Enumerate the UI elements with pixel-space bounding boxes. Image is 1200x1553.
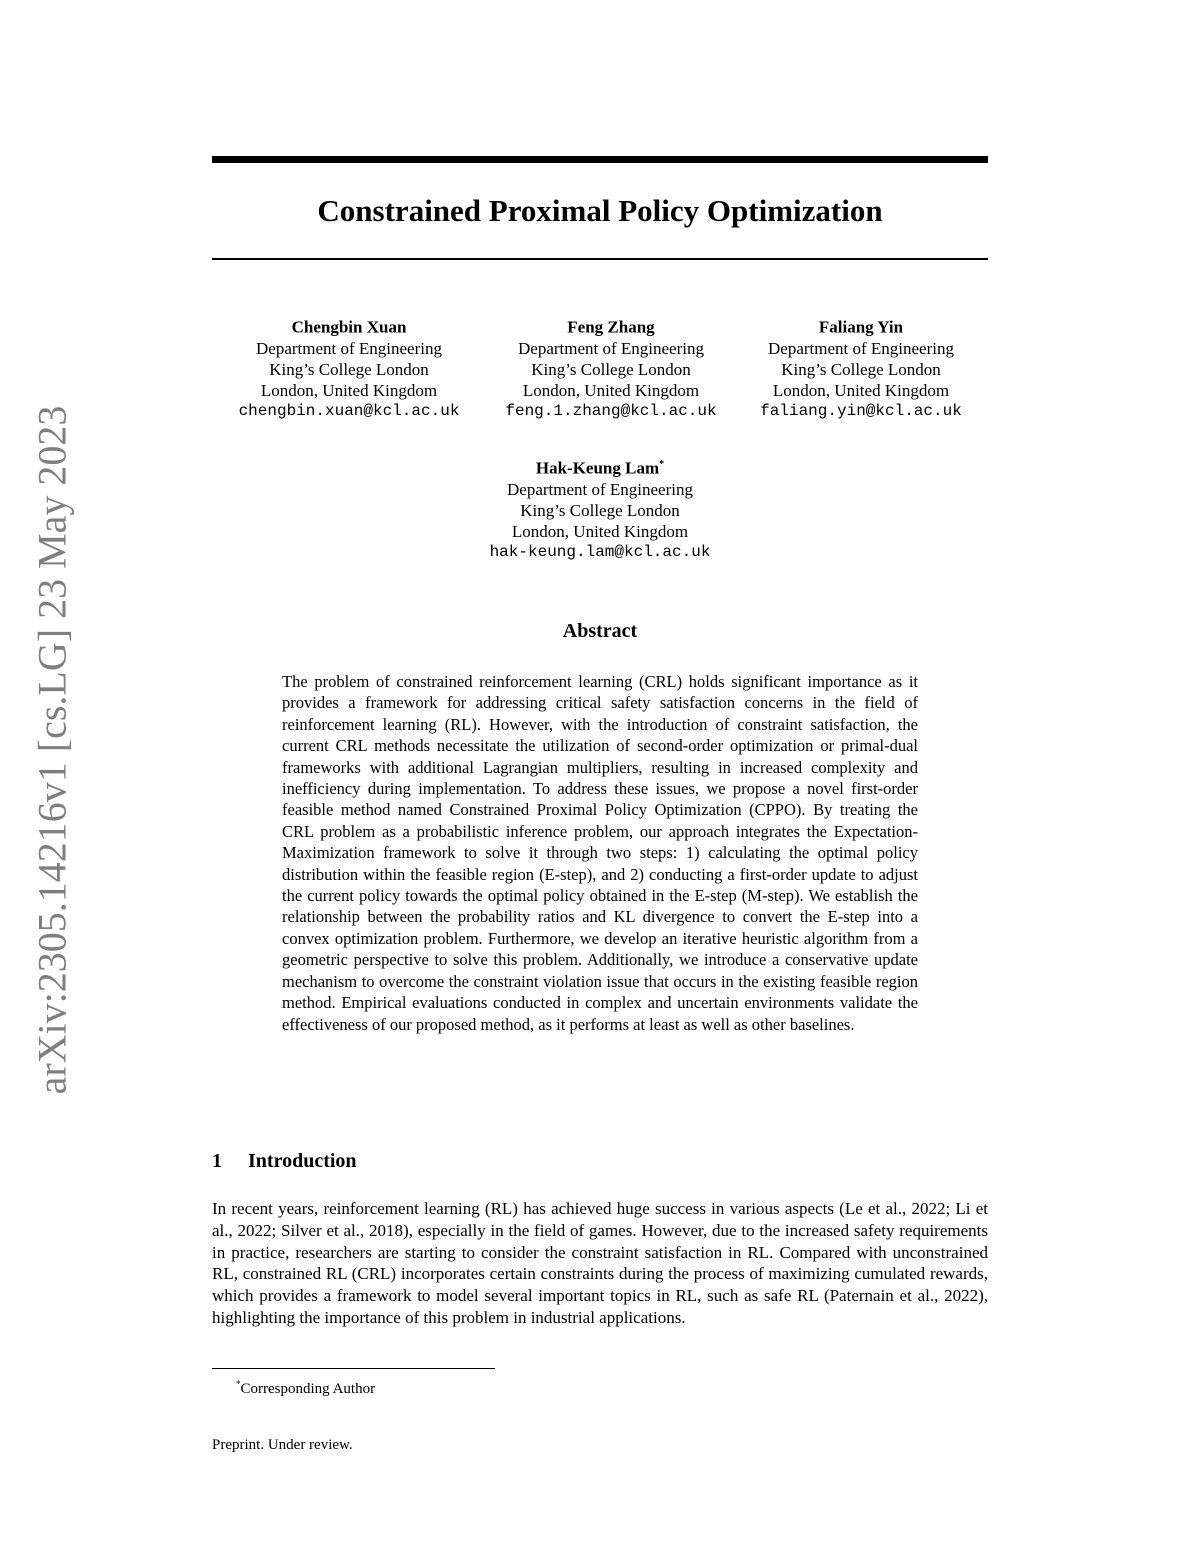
section-title: Introduction — [248, 1150, 357, 1172]
author-location: London, United Kingdom — [511, 521, 689, 541]
footnote-marker: * — [659, 459, 665, 470]
footnote-rule — [212, 1368, 495, 1369]
author-institution: King’s College London — [781, 359, 941, 379]
author-institution: King’s College London — [269, 359, 429, 379]
author-name: Chengbin Xuan — [291, 317, 407, 337]
section-number: 1 — [212, 1150, 222, 1172]
author-location: London, United Kingdom — [260, 380, 438, 400]
author-email: chengbin.xuan@kcl.ac.uk — [238, 401, 460, 420]
author-institution: King’s College London — [520, 500, 680, 520]
author-name: Hak-Keung Lam* — [535, 458, 665, 478]
paper-title: Constrained Proximal Policy Optimization — [317, 193, 883, 228]
author-block — [731, 313, 991, 422]
author-block — [219, 313, 479, 422]
author-location: London, United Kingdom — [772, 380, 950, 400]
author-block — [481, 313, 741, 422]
title-bottom-rule — [212, 258, 988, 260]
footnote — [236, 1374, 375, 1399]
author-email: hak-keung.lam@kcl.ac.uk — [489, 542, 711, 561]
author-name: Faliang Yin — [818, 317, 904, 337]
author-block — [470, 454, 730, 563]
arxiv-identifier: arXiv:2305.14216v1 [cs.LG] 23 May 2023 — [29, 405, 75, 1095]
footnote-text: Corresponding Author — [240, 1381, 376, 1397]
introduction-text: In recent years, reinforcement learning (RL) has achieved huge success in various aspects (Le et al., 2022; Li et al., 2022; Silver et al., 2018), especially in the field of games. However, due to the increased safety requirements in practice, researchers are starting to consider the constraint satisfaction in RL. Compared with unconstrained RL, constrained RL (CRL) incorporates certain constraints during the process of maximizing cumulated rewards, which provides a framework to model several important topics in RL, such as safe RL (Paternain et al., 2022), highlighting the importance of this problem in industrial applications. — [212, 1199, 988, 1327]
title-top-rule — [212, 156, 988, 163]
abstract-heading: Abstract — [562, 620, 638, 642]
author-department: Department of Engineering — [768, 338, 954, 358]
author-department: Department of Engineering — [256, 338, 442, 358]
section-heading — [212, 1148, 357, 1174]
author-department: Department of Engineering — [507, 479, 693, 499]
abstract-text: The problem of constrained reinforcement learning (CRL) holds significant importance as it provides a framework for addressing critical safety satisfaction concerns in the field of reinforcement learning (RL). However, with the introduction of constraint satisfaction, the current CRL methods necessitate the utilization of second-order optimization or primal-dual frameworks with additional Lagrangian multipliers, resulting in increased complexity and inefficiency during implementation. To address these issues, we propose a novel first-order feasible method named Constrained Proximal Policy Optimization (CPPO). By treating the CRL problem as a probabilistic inference problem, our approach integrates the Expectation-Maximization framework to solve it through two steps: 1) calculating the optimal policy distribution within the feasible region (E-step), and 2) conducting a first-order update to adjust the current policy towards the optimal policy obtained in the E-step (M-step). We establish the relationship between the probability ratios and KL divergence to convert the E-step into a convex optimization problem. Furthermore, we develop an iterative heuristic algorithm from a geometric perspective to solve this problem. Additionally, we introduce a conservative update mechanism to overcome the constraint violation issue that occurs in the existing feasible region method. Empirical evaluations conducted in complex and uncertain environments validate the effectiveness of our proposed method, as it performs at least as well as other baselines. — [282, 672, 918, 1034]
author-location: London, United Kingdom — [522, 380, 700, 400]
author-email: faliang.yin@kcl.ac.uk — [760, 401, 962, 420]
author-name: Feng Zhang — [567, 317, 655, 337]
author-email: feng.1.zhang@kcl.ac.uk — [505, 401, 717, 420]
preprint-notice: Preprint. Under review. — [212, 1437, 353, 1453]
footnote-mark: * — [236, 1379, 241, 1389]
author-institution: King’s College London — [531, 359, 691, 379]
author-department: Department of Engineering — [518, 338, 704, 358]
